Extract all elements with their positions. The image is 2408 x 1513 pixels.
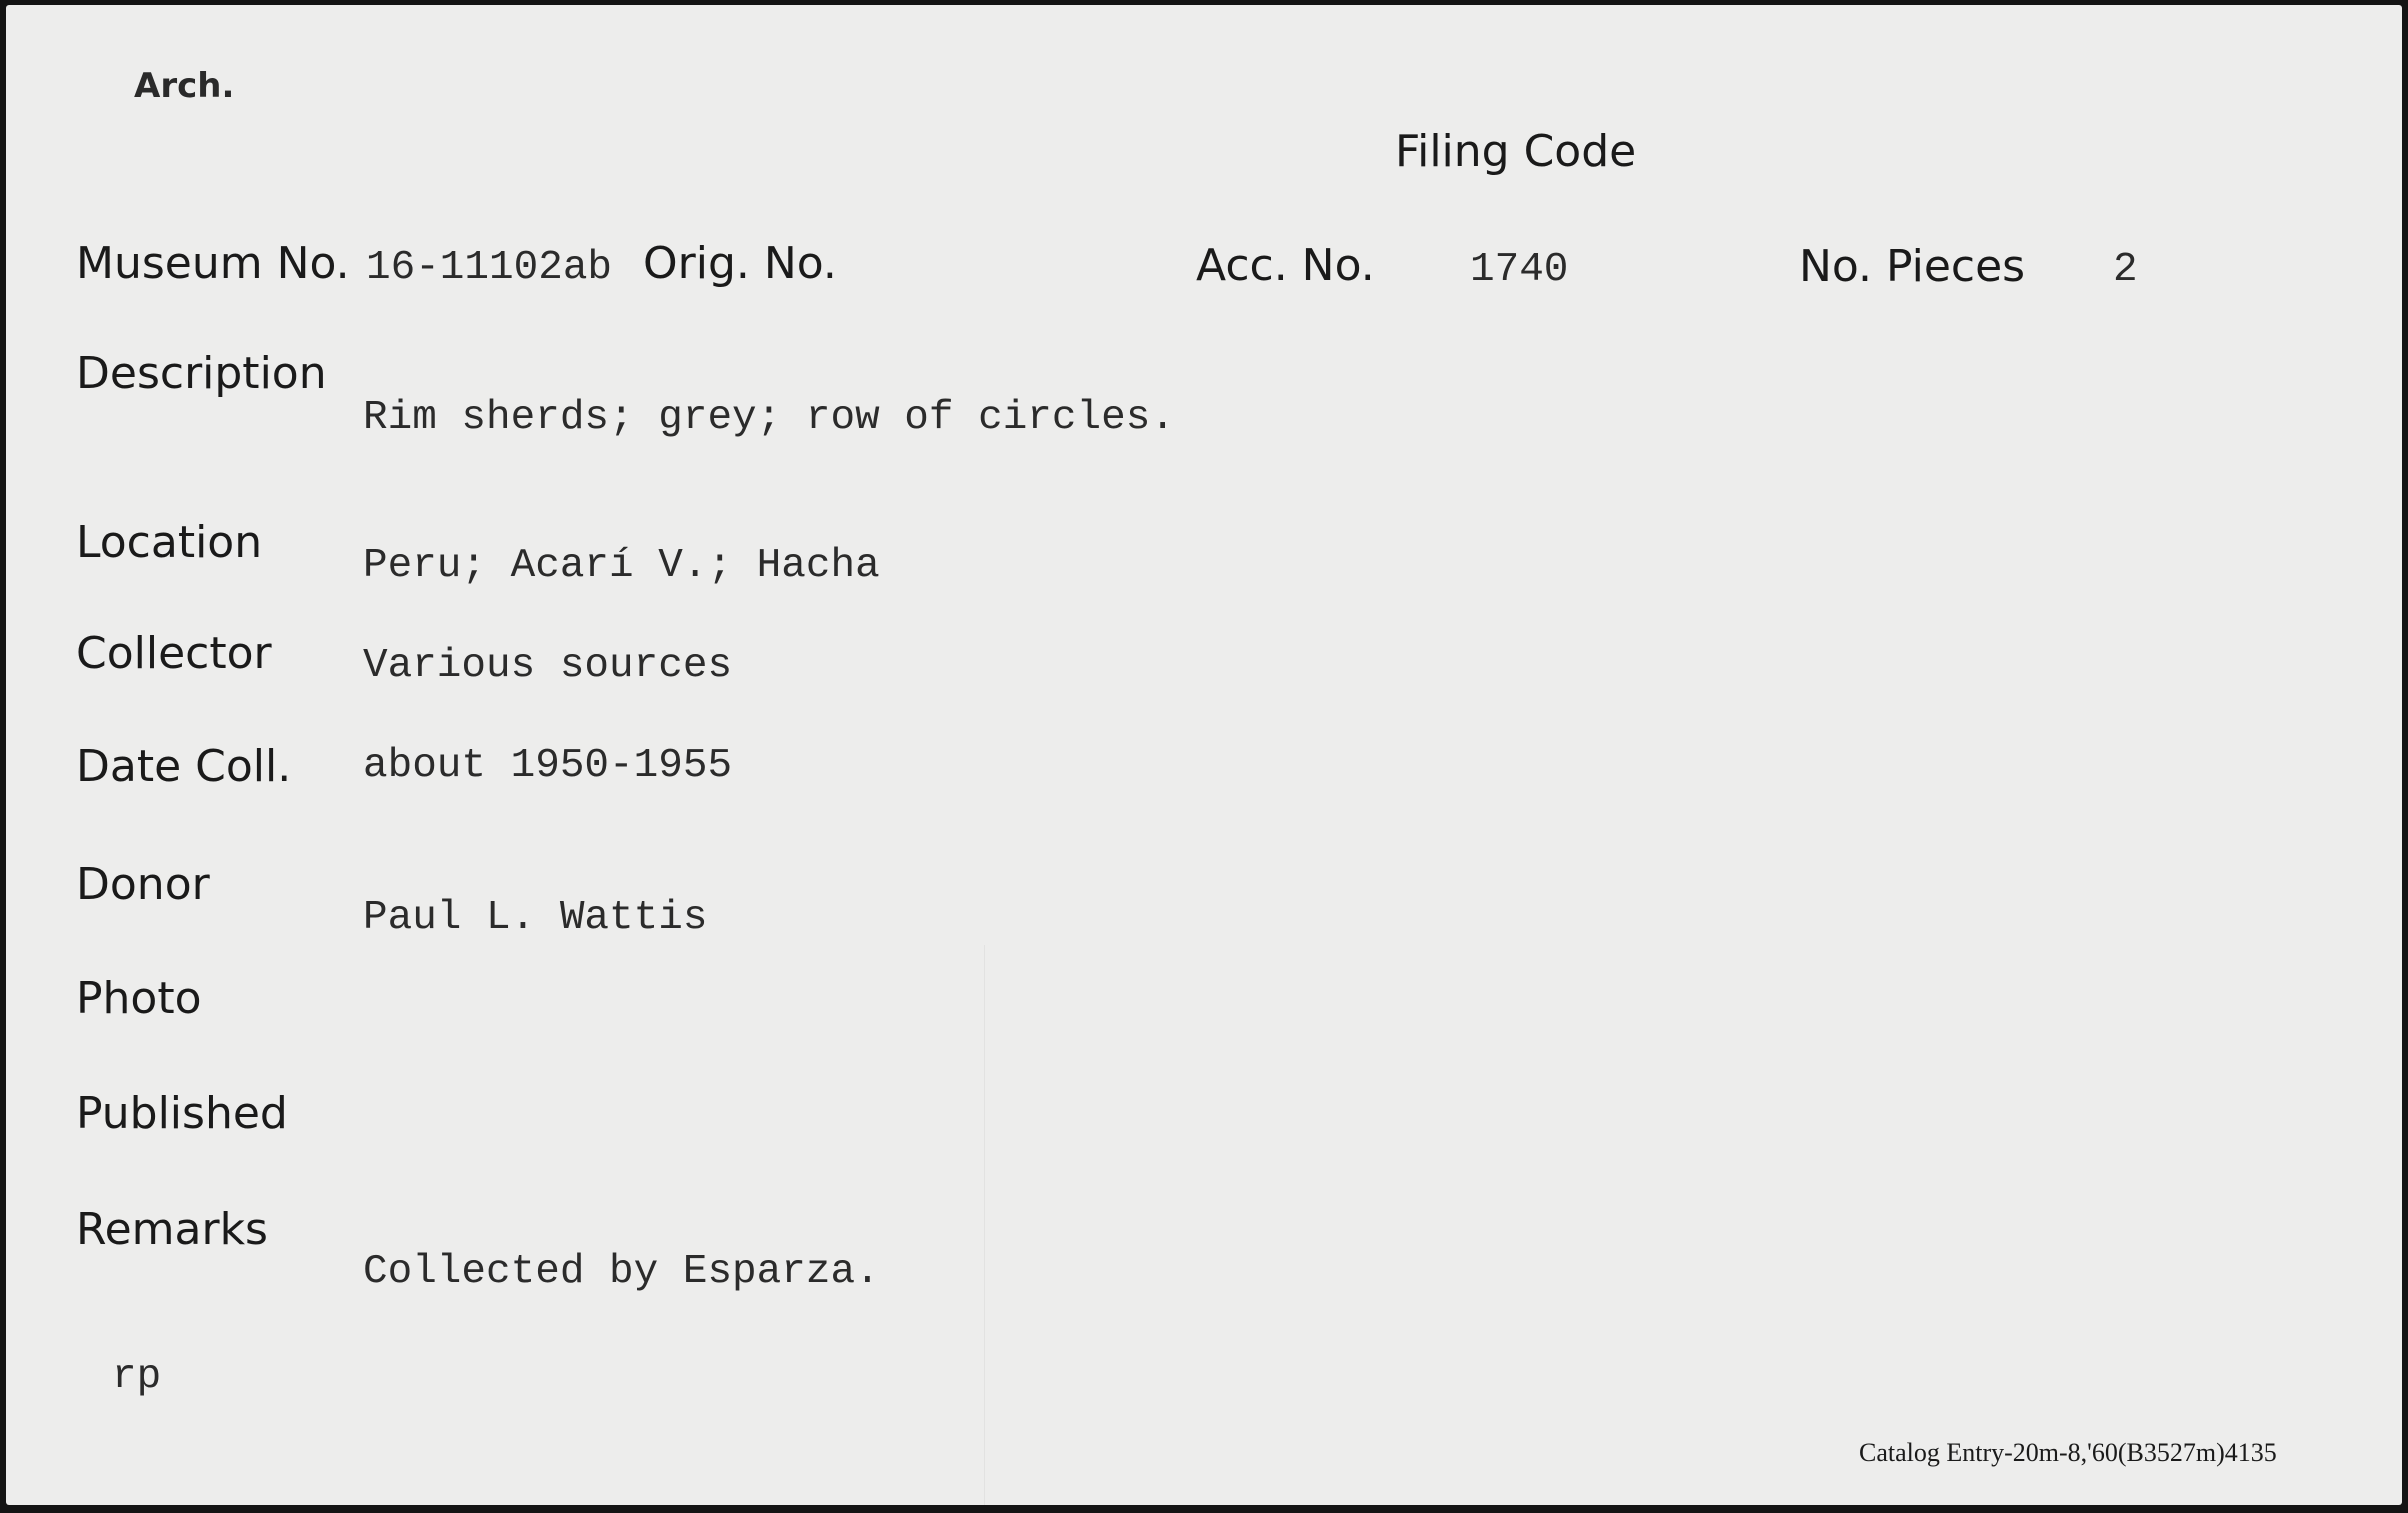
initials: rp [112,1354,162,1400]
catalog-card [6,5,2402,1505]
donor-label: Donor [76,859,210,910]
published-label: Published [76,1088,288,1139]
location-value: Peru; Acarí V.; Hacha [363,543,880,589]
no-pieces-label: No. Pieces [1799,241,2026,292]
collector-value: Various sources [363,643,733,689]
orig-no-label: Orig. No. [643,238,837,289]
location-label: Location [76,517,263,568]
acc-no-value: 1740 [1470,247,1569,293]
donor-value: Paul L. Wattis [363,895,708,941]
collector-label: Collector [76,628,272,679]
header-tag: Arch. [134,66,235,106]
filing-code-label: Filing Code [1395,126,1637,177]
photo-label: Photo [76,973,202,1024]
museum-no-label: Museum No. [76,238,350,289]
remarks-value: Collected by Esparza. [363,1249,880,1295]
footer-imprint: Catalog Entry-20m-8,'60(B3527m)4135 [1859,1438,2277,1467]
acc-no-label: Acc. No. [1196,240,1375,291]
remarks-label: Remarks [76,1204,268,1255]
date-coll-label: Date Coll. [76,741,292,792]
description-label: Description [76,348,327,399]
description-value: Rim sherds; grey; row of circles. [363,395,1175,441]
museum-no-value: 16-11102ab [366,245,613,291]
card-fold-line [984,945,985,1505]
date-coll-value: about 1950-1955 [363,743,733,789]
no-pieces-value: 2 [2113,247,2138,293]
